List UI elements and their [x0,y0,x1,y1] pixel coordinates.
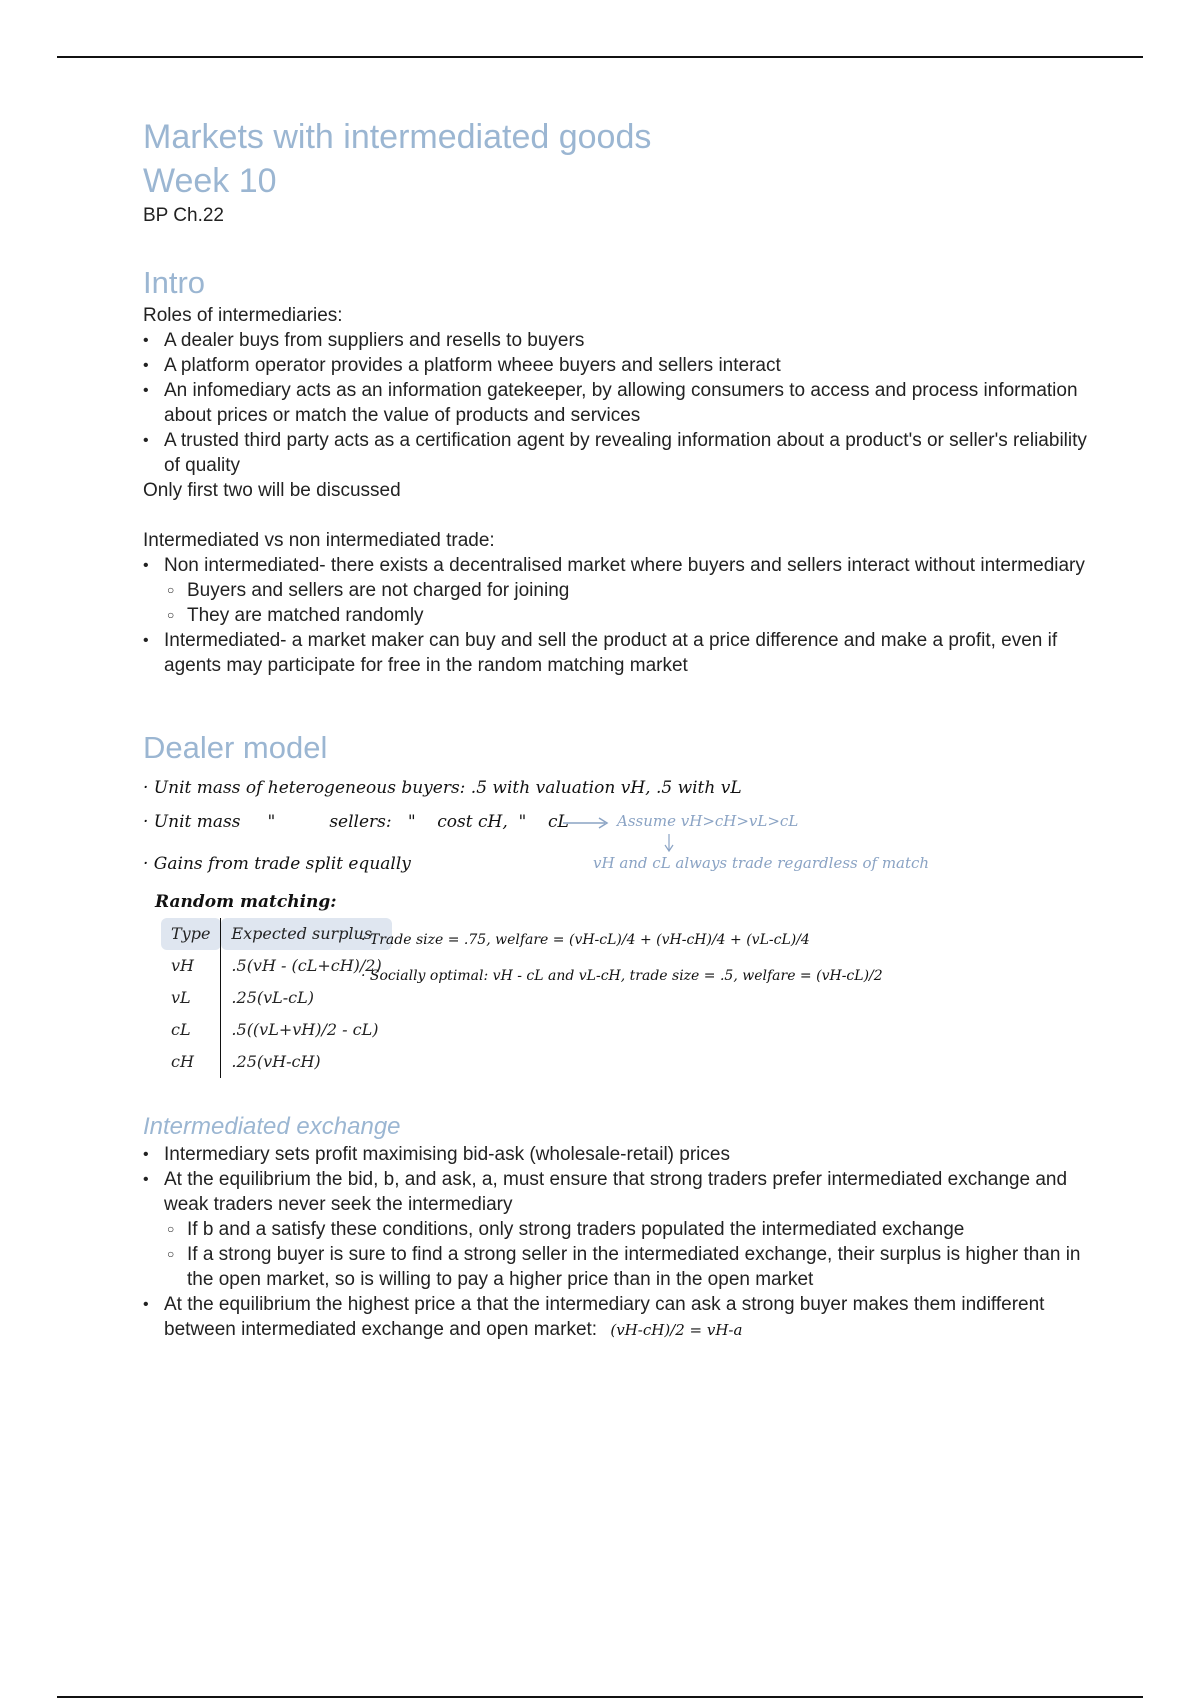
random-matching-label: Random matching: [155,892,337,912]
equilibrium-conditions-text: At the equilibrium the bid, b, and ask, a, must ensure that strong traders prefer intermediated exchange and weak traders never seek the intermediary [164,1169,1068,1215]
table-row [161,1046,392,1078]
table-cell: .5((vL+vH)/2 - cL) [231,1020,379,1039]
roles-label: Roles of intermediaries: [143,305,343,326]
page-title: Markets with intermediated goods [143,118,652,156]
intermediated-exchange-heading: Intermediated exchange [143,1113,401,1140]
note-line-sellers: · Unit mass " sellers: " cost cH, " cL [143,812,569,832]
list-item: ○ Buyers and sellers are not charged for joining [143,578,1103,603]
note-socially-optimal: · Socially optimal: vH - cL and vL-cH, trade size = .5, welfare = (vH-cL)/2 [361,968,883,984]
table-header-cell: Type [161,918,221,950]
dealer-heading: Dealer model [143,730,328,765]
list-item [143,553,1103,628]
indifference-formula: (vH-cH)/2 = vH-a [610,1321,743,1339]
list-item: • A trusted third party acts as a certification agent by revealing information about a product's or seller's reliability of quality [143,428,1103,478]
list-item [143,1292,1103,1343]
arrow-right-icon [563,816,613,830]
handwritten-notes [143,772,1103,1112]
exchange-list [143,1142,1103,1343]
page-content [143,115,1103,1343]
intro-heading: Intro [143,265,206,300]
list-item: ○ If b and a satisfy these conditions, only strong traders populated the intermediated exchange [143,1217,1103,1242]
table-cell: vL [161,982,221,1014]
note-trade-size: · Trade size = .75, welfare = (vH-cL)/4 + (vH-cH)/4 + (vL-cL)/4 [361,932,810,948]
roles-note: Only first two will be discussed [143,480,401,501]
table-row [161,950,392,982]
trade-list [143,553,1103,678]
trade-label: Intermediated vs non intermediated trade: [143,530,495,551]
table-cell: .25(vH-cH) [231,1052,321,1071]
non-intermediated-sublist [143,578,1103,628]
table-cell: vH [161,950,221,982]
arrow-down-icon [663,834,675,854]
note-line-buyers: · Unit mass of heterogeneous buyers: .5 with valuation vH, .5 with vL [143,778,742,798]
surplus-table [161,918,392,1078]
bottom-rule [57,1696,1143,1698]
week-title: Week 10 [143,162,277,200]
list-item: ○ If a strong buyer is sure to find a strong seller in the intermediated exchange, their surplus is higher than in the open market, so is willing to pay a higher price than in the open market [143,1242,1103,1292]
table-row [161,1014,392,1046]
table-cell: .5(vH - (cL+cH)/2) [231,956,382,975]
list-item: • Intermediary sets profit maximising bid-ask (wholesale-retail) prices [143,1142,1103,1167]
list-item: • Intermediated- a market maker can buy and sell the product at a price difference and make a profit, even if agents may participate for free in the random matching market [143,628,1103,678]
note-line-gains: · Gains from trade split equally [143,854,411,874]
reference-text: BP Ch.22 [143,205,224,226]
table-cell: .25(vL-cL) [231,988,315,1007]
top-rule [57,56,1143,58]
list-item [143,1167,1103,1292]
table-header-row [161,918,392,950]
list-item: • A platform operator provides a platform wheee buyers and sellers interact [143,353,1103,378]
list-item: ○ They are matched randomly [143,603,1103,628]
note-assume: Assume vH>cH>vL>cL [617,812,799,830]
table-cell: cH [161,1046,221,1078]
note-always-trade: vH and cL always trade regardless of match [593,854,930,872]
list-item: • A dealer buys from suppliers and resells to buyers [143,328,1103,353]
list-item: • An infomediary acts as an information gatekeeper, by allowing consumers to access and process information about prices or match the value of products and services [143,378,1103,428]
table-cell: cL [161,1014,221,1046]
table-header-cell: Expected surplus [221,918,392,950]
equilibrium-sublist [143,1217,1103,1292]
table-row [161,982,392,1014]
non-intermediated-text: Non intermediated- there exists a decentralised market where buyers and sellers interact without intermediary [164,555,1085,576]
highest-price-text: At the equilibrium the highest price a that the intermediary can ask a strong buyer makes them indifferent between intermediated exchange and open market: [164,1294,1045,1340]
roles-list [143,328,1103,478]
